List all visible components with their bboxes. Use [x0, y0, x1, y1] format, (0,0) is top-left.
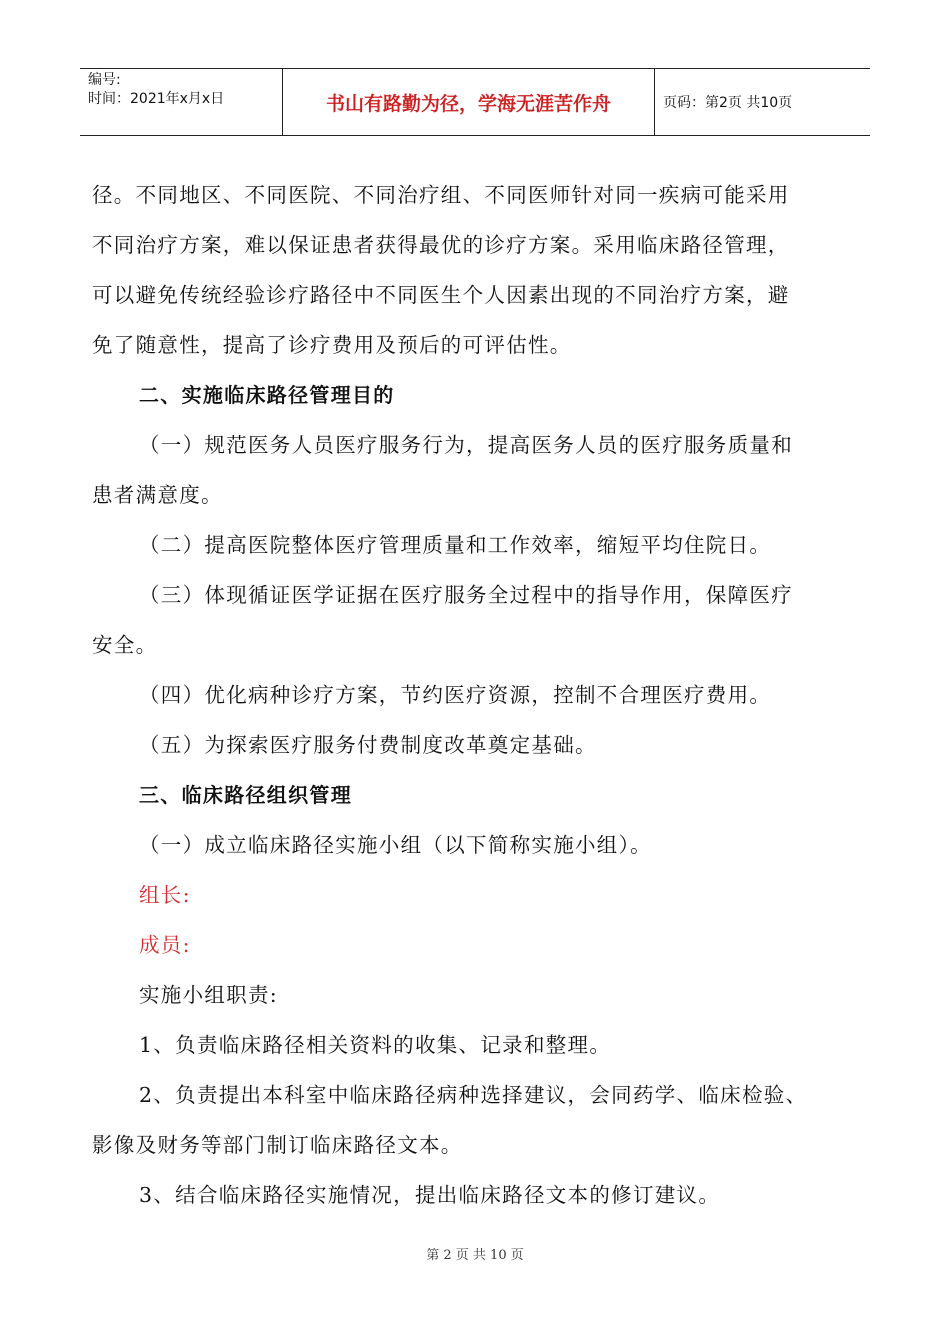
document-body [92, 170, 872, 1220]
body-line: （二）提高医院整体医疗管理质量和工作效率，缩短平均住院日。 [139, 533, 772, 557]
section-heading: 三、临床路径组织管理 [139, 783, 352, 807]
body-line: 不同治疗方案，难以保证患者获得最优的诊疗方案。采用临床路径管理， [92, 233, 790, 257]
body-line: 可以避免传统经验诊疗路径中不同医生个人因素出现的不同治疗方案，避 [92, 283, 790, 307]
header-page-code: 页码：第2页 共10页 [663, 95, 793, 111]
team-leader-label: 组长: [139, 883, 191, 907]
header-meta [80, 69, 282, 135]
page-footer: 第 2 页 共 10 页 [426, 1248, 524, 1263]
body-line: 安全。 [92, 633, 158, 657]
body-line: 1、负责临床路径相关资料的收集、记录和整理。 [139, 1033, 612, 1057]
body-line: （一）规范医务人员医疗服务行为，提高医务人员的医疗服务质量和 [139, 433, 793, 457]
body-line: 影像及财务等部门制订临床路径文本。 [92, 1133, 463, 1157]
body-line: 径。不同地区、不同医院、不同治疗组、不同医师针对同一疾病可能采用 [92, 183, 790, 207]
body-line: 实施小组职责: [139, 983, 279, 1007]
section-heading: 二、实施临床路径管理目的 [139, 383, 395, 407]
body-line: 3、结合临床路径实施情况，提出临床路径文本的修订建议。 [139, 1183, 721, 1207]
date-line: 时间：2021年x月x日 [88, 91, 225, 107]
body-line: （四）优化病种诊疗方案，节约医疗资源，控制不合理医疗费用。 [139, 683, 772, 707]
document-header [80, 68, 870, 136]
body-line: 免了随意性，提高了诊疗费用及预后的可评估性。 [92, 333, 572, 357]
body-line: 患者满意度。 [92, 483, 223, 507]
team-members-label: 成员: [139, 933, 191, 957]
header-motto: 书山有路勤为径，学海无涯苦作舟 [282, 69, 655, 135]
number-label: 编号: [88, 72, 121, 88]
body-line: （一）成立临床路径实施小组（以下简称实施小组）。 [139, 833, 652, 857]
body-line: （三）体现循证医学证据在医疗服务全过程中的指导作用，保障医疗 [139, 583, 793, 607]
body-line: （五）为探索医疗服务付费制度改革奠定基础。 [139, 733, 597, 757]
body-line: 2、负责提出本科室中临床路径病种选择建议，会同药学、临床检验、 [139, 1083, 808, 1107]
